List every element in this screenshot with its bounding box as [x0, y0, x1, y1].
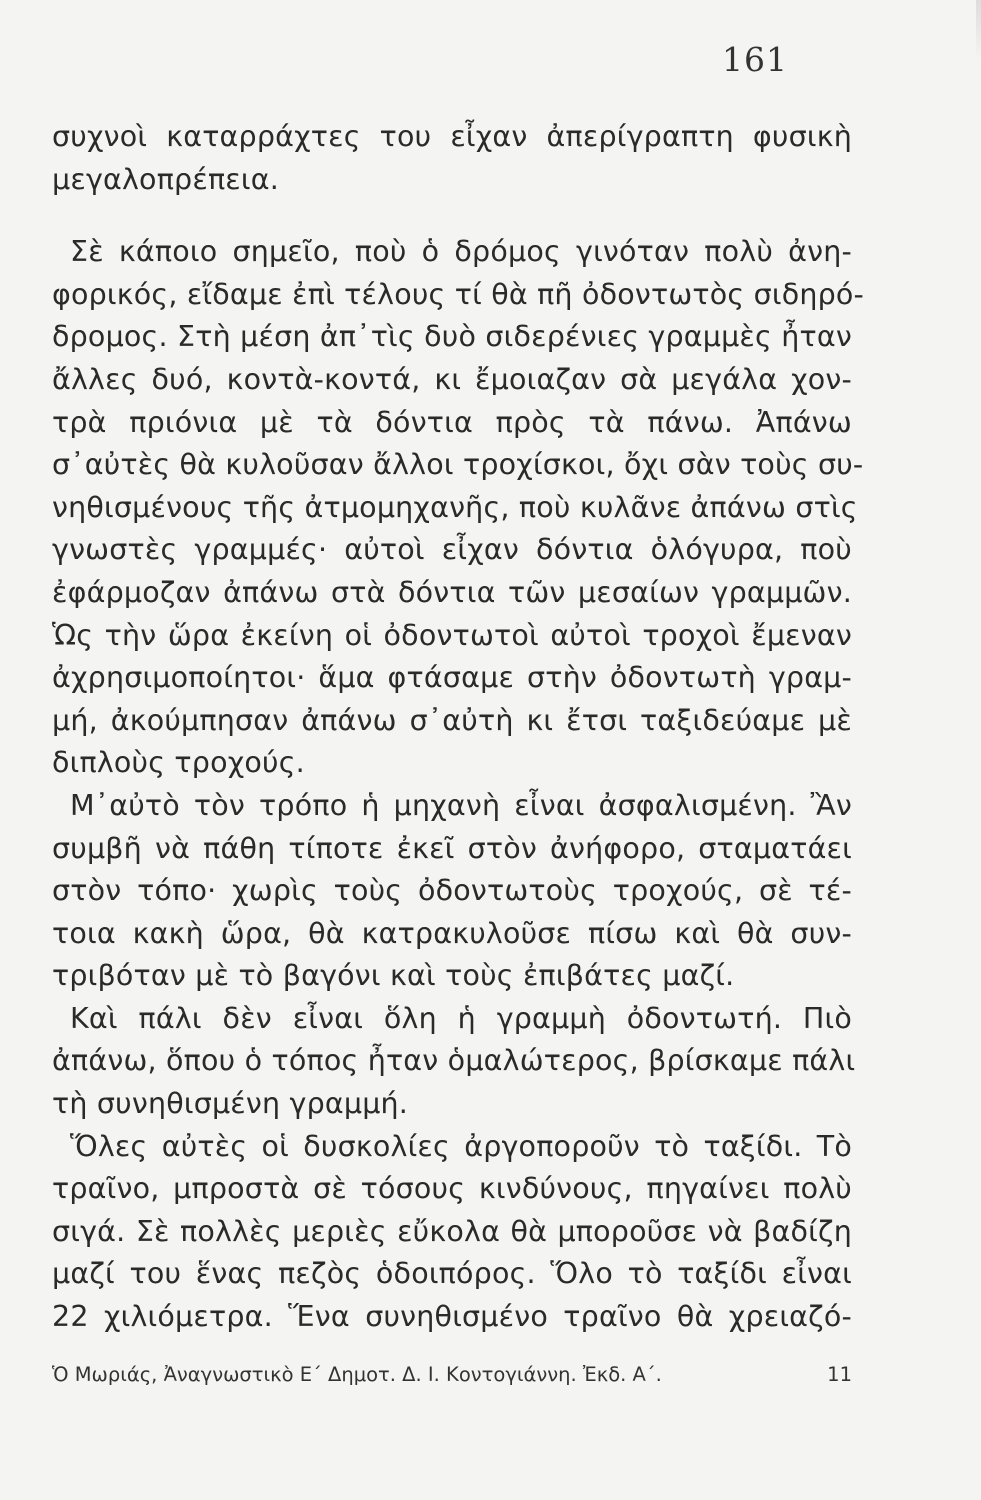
text-line: ἐφάρμοζαν ἀπάνω στὰ δόντια τῶν μεσαίων γραμμῶν. [52, 575, 852, 609]
text-line: νηθισμένους τῆς ἀτμομηχανῆς, ποὺ κυλᾶνε ἀπάνω στὶς [52, 490, 858, 524]
text-line: Μ᾽αὐτὸ τὸν τρόπο ἡ μηχανὴ εἶναι ἀσφαλισμένη. Ἂν [70, 788, 852, 822]
text-line: τριβόταν μὲ τὸ βαγόνι καὶ τοὺς ἐπιβάτες μαζί. [52, 959, 735, 993]
text-line: τραῖνο, μπροστὰ σὲ τόσους κινδύνους, πηγαίνει πολὺ [52, 1172, 852, 1206]
text-line: συμβῆ νὰ πάθη τίποτε ἐκεῖ στὸν ἀνήφορο, σταματάει [52, 831, 852, 865]
text-line: 22 χιλιόμετρα. Ἕνα συνηθισμένο τραῖνο θὰ χρειαζό- [52, 1300, 852, 1334]
text-line: φορικός, εἴδαμε ἐπὶ τέλους τί θὰ πῆ ὀδοντωτὸς σιδηρό- [52, 277, 865, 311]
text-line: συχνοὶ καταρράχτες του εἶχαν ἀπερίγραπτη φυσικὴ [52, 120, 852, 153]
text-line: σ᾽αὐτὲς θὰ κυλοῦσαν ἄλλοι τροχίσκοι, ὄχι σὰν τοὺς συ- [52, 448, 864, 482]
text-line: Ὡς τὴν ὥρα ἐκείνη οἱ ὀδοντωτοὶ αὐτοὶ τροχοὶ ἔμεναν [52, 618, 852, 652]
text-line: Σὲ κάποιο σημεῖο, ποὺ ὁ δρόμος γινόταν πολὺ ἀνη- [70, 235, 852, 269]
text-line: στὸν τόπο· χωρὶς τοὺς ὀδοντωτοὺς τροχούς, σὲ τέ- [52, 874, 852, 908]
text-line: τοια κακὴ ὥρα, θὰ κατρακυλοῦσε πίσω καὶ θὰ συν- [52, 916, 852, 950]
text-line: Ὅλες αὐτὲς οἱ δυσκολίες ἀργοποροῦν τὸ ταξίδι. Τὸ [70, 1129, 852, 1163]
text-line: δρομος. Στὴ μέση ἀπ᾽τὶς δυὸ σιδερένιες γραμμὲς ἦταν [52, 320, 852, 354]
body-text [52, 116, 865, 1339]
text-line: μαζί του ἕνας πεζὸς ὁδοιπόρος. Ὅλο τὸ ταξίδι εἶναι [52, 1257, 852, 1291]
text-line: ἀχρησιμοποίητοι· ἅμα φτάσαμε στὴν ὀδοντωτὴ γραμ- [52, 661, 852, 695]
page-footer [52, 1363, 852, 1386]
text-line: ἀπάνω, ὅπου ὁ τόπος ἦταν ὁμαλώτερος, βρίσκαμε πάλι [52, 1044, 856, 1078]
page-edge-shadow [976, 0, 981, 60]
text-line: ἄλλες δυό, κοντὰ-κοντά, κι ἔμοιαζαν σὰ μεγάλα χον- [52, 362, 852, 396]
page-number: 161 [722, 40, 788, 79]
text-line: μή, ἀκούμπησαν ἀπάνω σ᾽αὐτὴ κι ἔτσι ταξιδεύαμε μὲ [52, 703, 852, 737]
text-line: Καὶ πάλι δὲν εἶναι ὅλη ἡ γραμμὴ ὀδοντωτή. Πιὸ [70, 1001, 852, 1035]
footer-source: Ὁ Μωριάς, Ἀναγνωστικὸ Ε´ Δημοτ. Δ. Ι. Κοντογιάννη. Ἐκδ. Α´. [52, 1363, 662, 1386]
text-line: μεγαλοπρέπεια. [52, 162, 280, 196]
text-line: διπλοὺς τροχούς. [52, 746, 305, 780]
text-line: σιγά. Σὲ πολλὲς μεριὲς εὔκολα θὰ μποροῦσε νὰ βαδίζη [52, 1214, 852, 1248]
text-line: γνωστὲς γραμμές· αὐτοὶ εἶχαν δόντια ὁλόγυρα, ποὺ [52, 533, 852, 567]
text-line: τρὰ πριόνια μὲ τὰ δόντια πρὸς τὰ πάνω. Ἀπάνω [52, 405, 852, 439]
footer-signature: 11 [827, 1363, 852, 1386]
text-line: τὴ συνηθισμένη γραμμή. [52, 1087, 409, 1121]
